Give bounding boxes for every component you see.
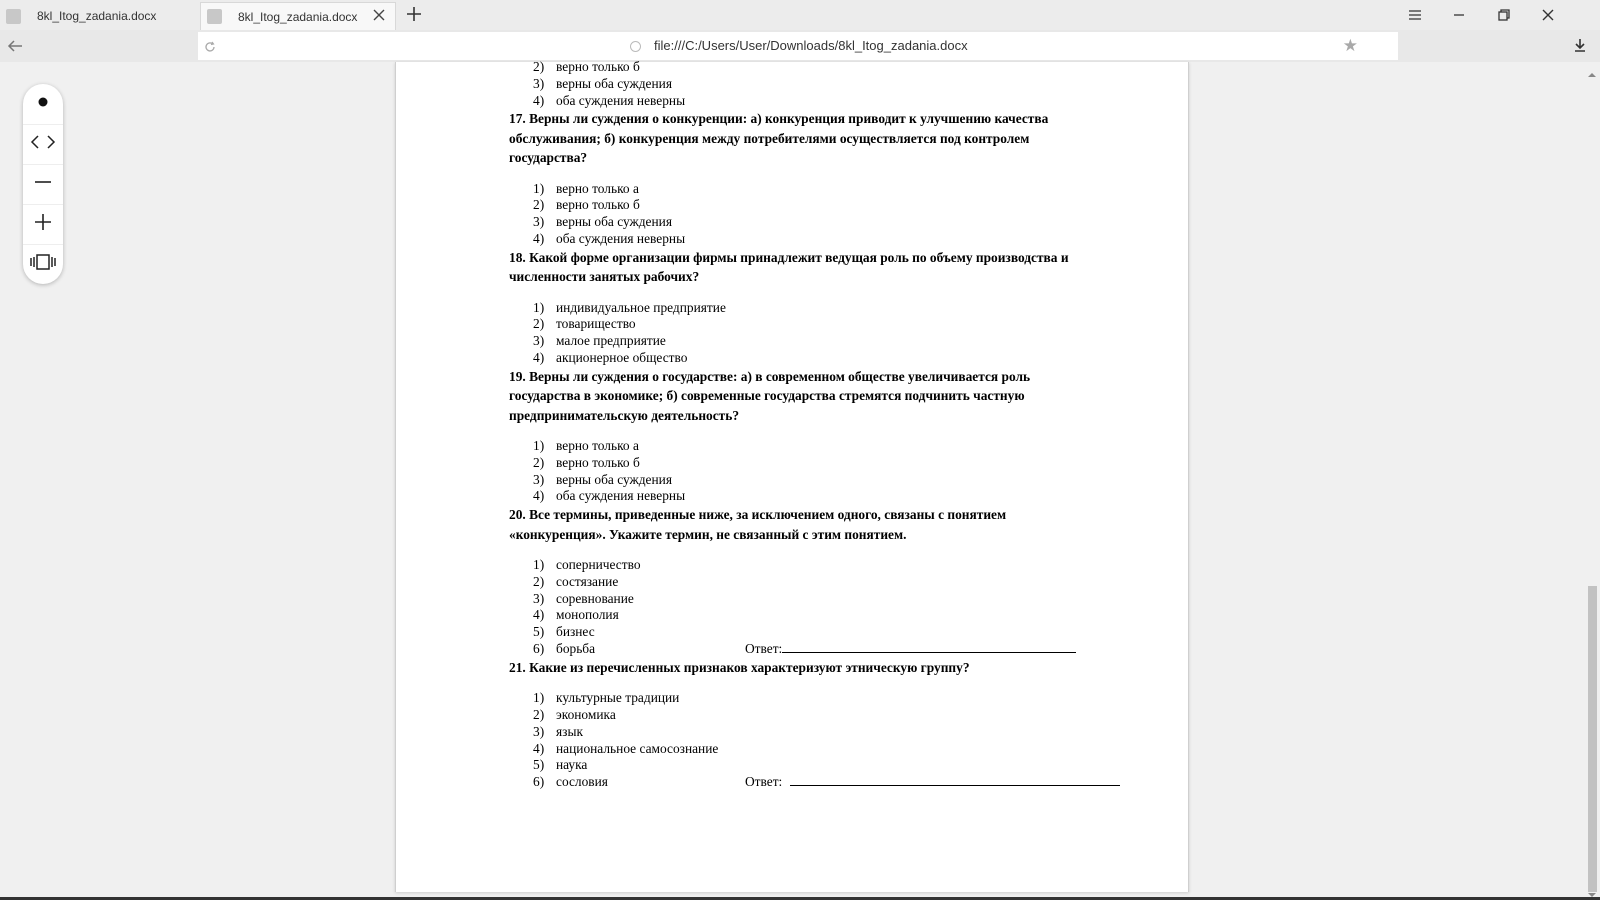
document-favicon-icon [6, 9, 21, 24]
option-list [509, 59, 1149, 109]
reload-icon[interactable] [204, 40, 216, 52]
option-item: 2) товарищество [533, 316, 636, 332]
address-row [0, 30, 1600, 62]
address-bar[interactable] [198, 32, 1398, 60]
plus-icon [33, 212, 53, 237]
option-item: 1) индивидуальное предприятие [533, 299, 726, 315]
tab-title: 8kl_Itog_zadania.docx [37, 9, 157, 23]
option-item: 6) сословия Ответ: [509, 774, 1149, 791]
tab-2-active[interactable] [200, 2, 396, 30]
minimize-icon[interactable] [1450, 6, 1468, 24]
new-tab-icon[interactable] [406, 6, 422, 22]
option-item: 4) акционерное общество [533, 350, 688, 365]
option-item: 2) верно только б [533, 454, 640, 470]
option-item: 3) верны оба суждения [533, 214, 672, 230]
option-item: 1) верно только а [533, 180, 639, 196]
fit-page-icon [28, 253, 58, 276]
question-19: 19. Верны ли суждения о государстве: а) в современном обществе увеличивается роль государства в экономике; б) современные государства стремятся подчинить частную предпринимательскую деятельность? [509, 368, 1031, 423]
option-item: 3) соревнование [533, 590, 634, 606]
option-item: 3) язык [533, 723, 583, 739]
option-item: 4) оба суждения неверны [533, 231, 686, 246]
question-17: 17. Верны ли суждения о конкуренции: а) конкуренция приводит к улучшению качества обслуживания; б) конкуренция между потребителями осуществляется под контролем государства? [509, 111, 1049, 166]
scroll-down-icon[interactable] [1588, 886, 1596, 894]
vertical-scrollbar[interactable] [1584, 62, 1600, 898]
scroll-up-icon[interactable] [1588, 66, 1596, 74]
viewer-toolbar [23, 84, 63, 284]
option-item: 1) культурные традиции [533, 690, 680, 706]
option-list [509, 690, 1149, 791]
option-item: 6) борьба Ответ: [509, 641, 1149, 658]
globe-icon [630, 41, 641, 52]
option-item: 2) верно только б [533, 59, 640, 74]
answer-field: Ответ: [745, 774, 1120, 791]
dot-icon [37, 95, 49, 113]
close-tab-icon[interactable] [371, 7, 387, 23]
option-list [509, 181, 1149, 248]
option-item: 4) национальное самосознание [533, 740, 719, 756]
option-item: 2) верно только б [533, 197, 640, 213]
tab-bar [0, 0, 1600, 30]
option-item: 1) соперничество [533, 557, 641, 573]
restore-icon[interactable] [1495, 6, 1513, 24]
answer-field: Ответ: [745, 641, 1076, 658]
bookmark-star-icon[interactable]: ★ [1342, 36, 1358, 55]
zoom-out-button[interactable] [23, 164, 63, 204]
option-item: 5) наука [533, 757, 588, 773]
option-item: 4) оба суждения неверны [533, 92, 686, 108]
menu-icon[interactable] [1406, 6, 1424, 24]
option-item: 2) состязание [533, 573, 619, 589]
document-content [509, 59, 1149, 791]
question-18: 18. Какой форме организации фирмы принадлежит ведущая роль по объему производства и численности занятых рабочих? [509, 249, 1069, 285]
chevron-left-right-icon [28, 134, 58, 155]
question-20: 20. Все термины, приведенные ниже, за исключением одного, связаны с понятием «конкуренция». Укажите термин, не связанный с этим понятием. [509, 507, 1007, 542]
minus-icon [33, 172, 53, 197]
option-item: 4) монополия [533, 607, 619, 623]
back-arrow-icon[interactable] [6, 38, 24, 54]
option-item: 5) бизнес [533, 624, 595, 640]
option-item: 2) экономика [533, 707, 616, 722]
option-list [509, 438, 1149, 505]
tab-1[interactable] [6, 2, 196, 30]
fit-page-button[interactable] [23, 244, 63, 284]
document-page [395, 59, 1189, 892]
option-item: 3) верны оба суждения [533, 471, 672, 487]
option-item: 4) оба суждения неверны [533, 488, 686, 504]
option-list [509, 557, 1149, 658]
scrollbar-thumb[interactable] [1588, 586, 1597, 892]
zoom-in-button[interactable] [23, 204, 63, 244]
download-icon[interactable] [1572, 37, 1588, 53]
url-text[interactable]: file:///C:/Users/User/Downloads/8kl_Itog_zadania.docx [654, 38, 968, 53]
option-item: 3) верны оба суждения [533, 75, 672, 91]
option-item: 3) малое предприятие [533, 333, 666, 349]
tab-title: 8kl_Itog_zadania.docx [238, 9, 358, 24]
option-list [509, 300, 1149, 367]
document-favicon-icon [207, 9, 222, 24]
option-item: 1) верно только а [533, 438, 639, 454]
pointer-tool[interactable] [23, 84, 63, 124]
navigate-pages-button[interactable] [23, 124, 63, 164]
close-window-icon[interactable] [1539, 6, 1557, 24]
question-21: 21. Какие из перечисленных признаков характеризуют этническую группу? [509, 659, 970, 675]
